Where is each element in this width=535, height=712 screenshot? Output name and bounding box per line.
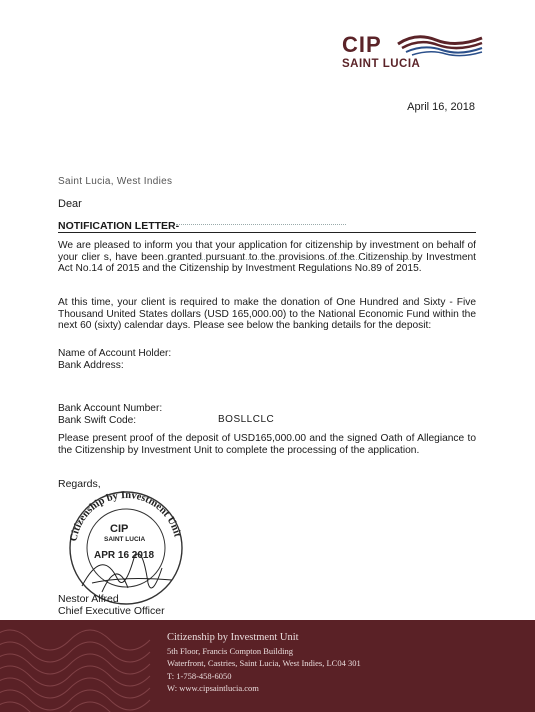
logo-cip-text: CIP <box>342 32 382 57</box>
approval-paragraph: We are pleased to inform you that your application for citizenship by investment on behalf of your clier s, have been granted pursuant to the provisions of the Citizenship by Investment Act No.14 of 2015 and the Citizenship by Investment Regulations No.89 of 2015. <box>58 240 476 274</box>
regards: Regards, <box>58 478 101 490</box>
footer-band <box>0 620 535 712</box>
footer-address-line1: 5th Floor, Francis Compton Building <box>167 645 293 656</box>
footer-wave-pattern <box>0 620 170 712</box>
footer-website[interactable]: W: www.cipsaintlucia.com <box>167 683 259 693</box>
donation-paragraph: At this time, your client is required to make the donation of One Hundred and Sixty - Five Thousand United States dollars (USD 165,000.00) to the National Economic Fund within the next 60 (sixty) calendar days. Please see below the banking details for the deposit: <box>58 297 476 331</box>
signer-title: Chief Executive Officer <box>58 604 165 617</box>
holder-label: Name of Account Holder: <box>58 348 172 359</box>
letter-date: April 16, 2018 <box>407 101 475 113</box>
stamp-date: APR 16 2018 <box>94 550 155 561</box>
swift-value: BOSLLCLC <box>218 414 275 425</box>
footer-title: Citizenship by Investment Unit <box>167 632 299 643</box>
official-stamp <box>62 488 190 608</box>
notification-title: NOTIFICATION LETTER- <box>58 220 180 232</box>
address-cut-line: Saint Lucia, West Indies <box>58 176 173 187</box>
closing-paragraph: Please present proof of the deposit of USD165,000.00 and the signed Oath of Allegiance to the Citizenship by Investment Unit to complete the processing of the application. <box>58 433 476 456</box>
bank-holder-block <box>58 348 476 371</box>
signer-name: Nestor Alfred <box>58 593 119 605</box>
signer-block <box>58 594 165 617</box>
account-label: Bank Account Number: <box>58 403 163 414</box>
redacted-dependants <box>300 259 415 262</box>
address-label: Bank Address: <box>58 359 124 371</box>
footer-contact <box>167 632 361 695</box>
redacted-client-name <box>165 259 285 262</box>
wave-emblem-icon <box>396 30 486 60</box>
logo-location-text: SAINT LUCIA <box>342 58 421 70</box>
footer-phone: T: 1-758-458-6050 <box>167 670 232 681</box>
salutation: Dear <box>58 198 82 210</box>
stamp-cip: CIP <box>110 523 129 535</box>
redacted-name <box>176 224 346 227</box>
footer-address-line2: Waterfront, Castries, Saint Lucia, West Indies, LC04 301 <box>167 658 361 668</box>
stamp-ring-text: Citizenship by Investment Unit <box>68 489 183 543</box>
swift-label: Bank Swift Code: <box>58 414 137 426</box>
title-underline <box>58 232 476 233</box>
stamp-location: SAINT LUCIA <box>104 536 146 543</box>
cip-logo <box>340 28 490 76</box>
